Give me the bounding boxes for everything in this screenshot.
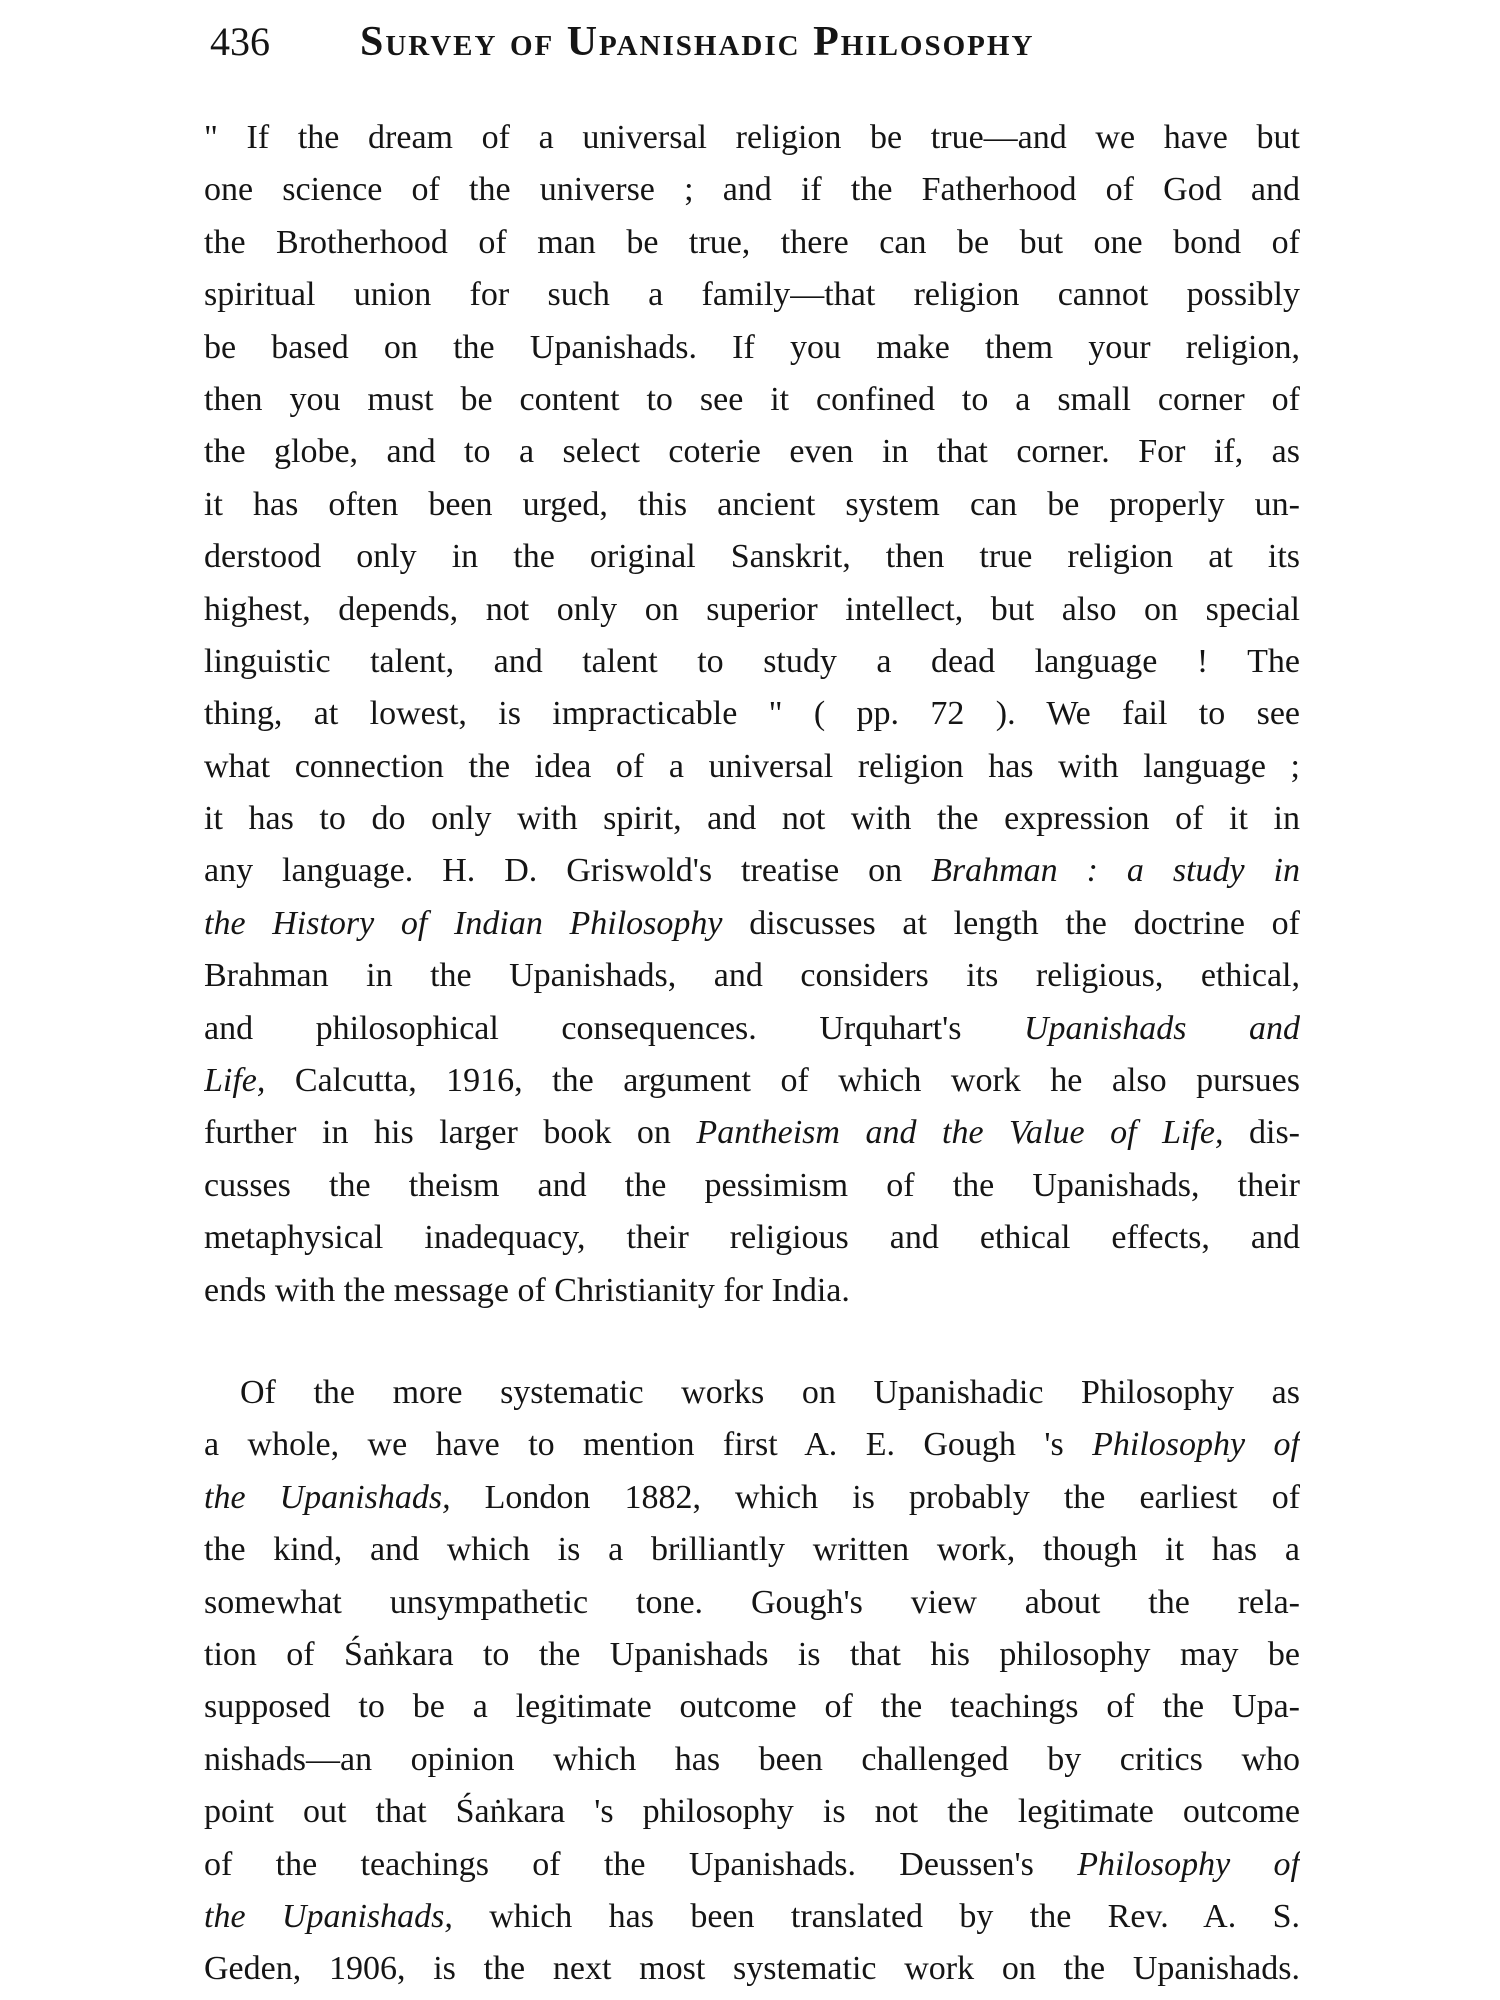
italic-title: Life,: [204, 1062, 266, 1100]
text-line: point out that Śaṅkara 's philosophy is not the legitimate outcome: [204, 1793, 1300, 1831]
text-segment: which has been translated by the Rev. A. S.: [452, 1897, 1300, 1935]
text-line: the kind, and which is a brilliantly written work, though it has a: [204, 1531, 1300, 1569]
text-line: [204, 1419, 1300, 1471]
text-line: " If the dream of a universal religion be true—and we have but: [204, 119, 1300, 156]
text-line: [204, 1107, 1300, 1159]
text-line: one science of the universe ; and if the Fatherhood of God and: [204, 171, 1300, 209]
text-line: somewhat unsympathetic tone. Gough's view about the rela-: [204, 1583, 1300, 1621]
text-line: the globe, and to a select coterie even in that corner. For if, as: [204, 433, 1300, 471]
text-line: it has often been urged, this ancient system can be properly un-: [204, 485, 1300, 523]
italic-title: the Upanishads,: [204, 1478, 451, 1516]
italic-title: Pantheism and the Value of Life,: [696, 1114, 1224, 1152]
text-line: tion of Śaṅkara to the Upanishads is that his philosophy may be: [204, 1635, 1300, 1673]
text-line: nishads—an opinion which has been challenged by critics who: [204, 1740, 1300, 1778]
text-line: [204, 1472, 1300, 1524]
text-line: [204, 1891, 1300, 1943]
body-text: [204, 112, 1300, 1996]
text-line: it has to do only with spirit, and not with the expression of it in: [204, 800, 1300, 838]
text-segment: further in his larger book on: [204, 1114, 697, 1152]
text-line: [204, 1839, 1300, 1891]
italic-title: Philosophy of: [1092, 1426, 1300, 1464]
text-line: [204, 1055, 1300, 1107]
italic-title: Philosophy of: [1077, 1845, 1300, 1883]
text-segment: any language. H. D. Griswold's treatise on: [204, 852, 932, 890]
text-line: supposed to be a legitimate outcome of the teachings of the Upa-: [204, 1688, 1300, 1726]
text-line: [204, 1003, 1300, 1055]
text-segment: dis-: [1223, 1114, 1300, 1152]
text-line: highest, depends, not only on superior intellect, but also on special: [204, 590, 1300, 628]
text-line: thing, at lowest, is impracticable " ( pp. 72 ). We fail to see: [204, 695, 1300, 733]
text-line: ends with the message of Christianity for India.: [204, 1271, 850, 1309]
text-line: derstood only in the original Sanskrit, then true religion at its: [204, 538, 1300, 576]
text-line: cusses the theism and the pessimism of the Upanishads, their: [204, 1166, 1300, 1204]
page-number: 436: [210, 19, 270, 64]
text-segment: discusses at length the doctrine of: [722, 904, 1300, 942]
italic-title: the Upanishads,: [204, 1897, 453, 1935]
text-segment: London 1882, which is probably the earliest of: [450, 1478, 1300, 1516]
italic-title: the History of Indian Philosophy: [204, 904, 723, 942]
text-line: linguistic talent, and talent to study a dead language ! The: [204, 642, 1300, 680]
text-segment: and philosophical consequences. Urquhart's: [204, 1009, 1024, 1047]
text-line: [204, 898, 1300, 950]
italic-title: Brahman : a study in: [931, 852, 1300, 890]
text-line: Brahman in the Upanishads, and considers its religious, ethical,: [204, 957, 1300, 995]
running-title: Survey of Upanishadic Philosophy: [360, 19, 1035, 65]
paragraph-gap: [204, 1317, 1300, 1367]
text-line: what connection the idea of a universal religion has with language ;: [204, 747, 1300, 785]
text-segment: of the teachings of the Upanishads. Deussen's: [204, 1845, 1078, 1883]
text-line: Of the more systematic works on Upanishadic Philosophy as: [240, 1373, 1300, 1411]
text-line: the Brotherhood of man be true, there can be but one bond of: [204, 223, 1300, 261]
text-line: Geden, 1906, is the next most systematic work on the Upanishads.: [204, 1950, 1300, 1988]
text-line: [204, 845, 1300, 897]
text-line: spiritual union for such a family—that religion cannot possibly: [204, 276, 1300, 314]
paragraph-2: [204, 1367, 1300, 1996]
text-line: be based on the Upanishads. If you make them your religion,: [204, 328, 1300, 366]
text-line: then you must be content to see it confined to a small corner of: [204, 380, 1300, 418]
text-segment: Calcutta, 1916, the argument of which work he also pursues: [265, 1062, 1300, 1100]
text-line: metaphysical inadequacy, their religious and ethical effects, and: [204, 1219, 1300, 1257]
italic-title: Upanishads and: [1023, 1009, 1300, 1047]
text-segment: a whole, we have to mention first A. E. Gough 's: [204, 1426, 1093, 1464]
running-header: [210, 18, 1320, 88]
paragraph-1: [204, 112, 1300, 1317]
